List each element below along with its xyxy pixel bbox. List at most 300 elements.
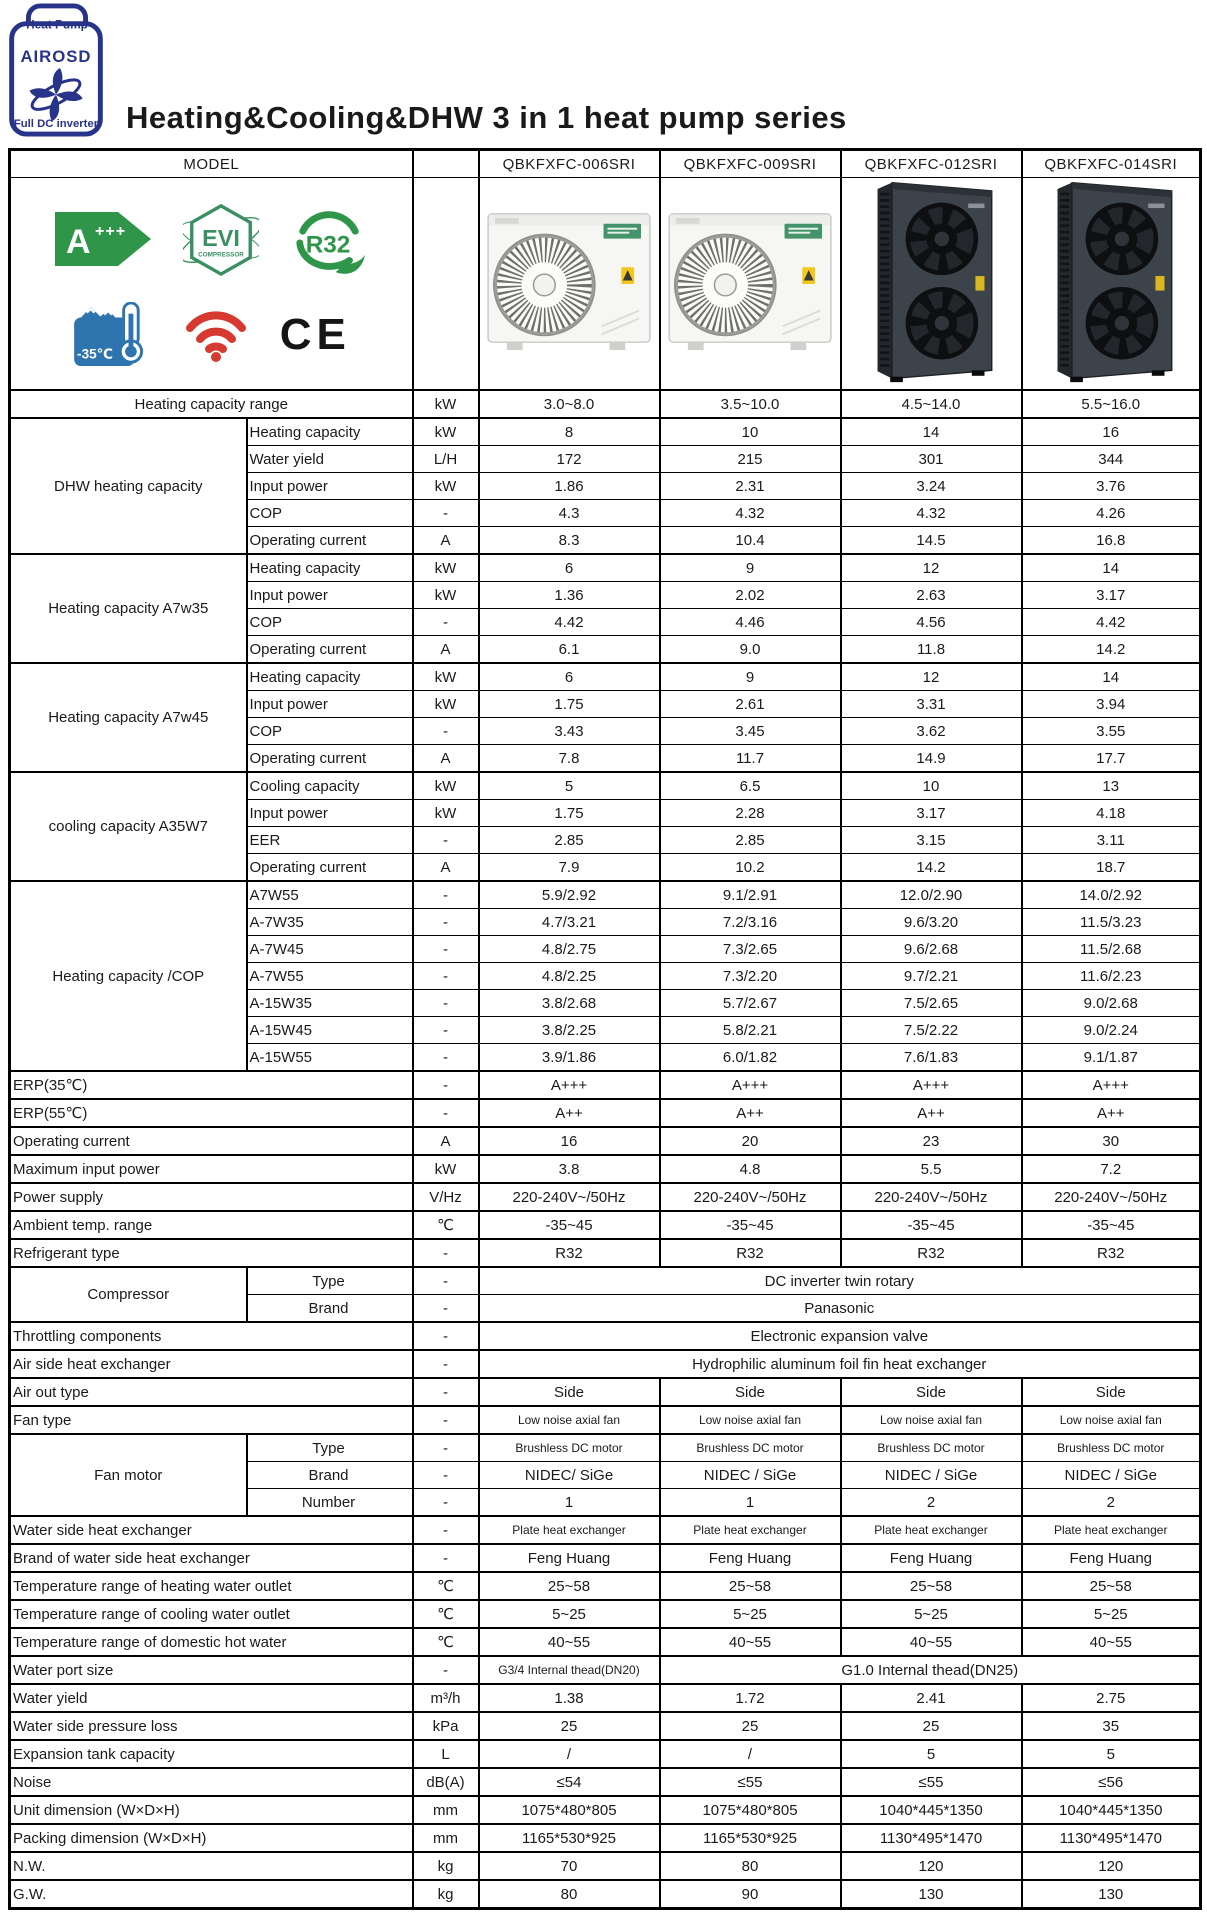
value-cell: R32 — [841, 1239, 1022, 1267]
value-cell: Side — [841, 1378, 1022, 1406]
value-cell: A+++ — [841, 1071, 1022, 1099]
unit-cell: - — [413, 718, 479, 745]
row-label: Fan type — [10, 1406, 413, 1434]
spec-row — [10, 1434, 1201, 1462]
value-cell: Feng Huang — [479, 1544, 660, 1572]
value-cell: 1.86 — [479, 473, 660, 500]
value-cell: 3.8 — [479, 1155, 660, 1183]
unit-cell: kPa — [413, 1712, 479, 1740]
value-cell: 9.0 — [660, 636, 841, 664]
value-cell: R32 — [479, 1239, 660, 1267]
spec-row — [10, 1824, 1201, 1852]
row-label: ERP(55℃) — [10, 1099, 413, 1127]
section-label: Heating capacity /COP — [10, 881, 247, 1071]
value-cell: 14.5 — [841, 527, 1022, 555]
value-cell: 220-240V~/50Hz — [841, 1183, 1022, 1211]
row-label: A7W55 — [247, 881, 413, 909]
row-label: Temperature range of domestic hot water — [10, 1628, 413, 1656]
unit-cell: A — [413, 636, 479, 664]
value-cell: 4.8 — [660, 1155, 841, 1183]
unit-cell: mm — [413, 1824, 479, 1852]
low-temp-minus-35c-icon — [72, 302, 152, 368]
value-cell: 9.7/2.21 — [841, 963, 1022, 990]
value-cell: 4.5~14.0 — [841, 390, 1022, 418]
value-cell: 80 — [660, 1852, 841, 1880]
value-cell: 3.43 — [479, 718, 660, 745]
value-cell: 9.6/2.68 — [841, 936, 1022, 963]
row-label: Input power — [247, 582, 413, 609]
value-cell: 35 — [1022, 1712, 1201, 1740]
value-cell: 5.5 — [841, 1155, 1022, 1183]
value-cell: 4.7/3.21 — [479, 909, 660, 936]
value-cell: ≤55 — [841, 1768, 1022, 1796]
value-cell: 2 — [841, 1489, 1022, 1517]
value-cell: 9 — [660, 663, 841, 691]
row-label: Air out type — [10, 1378, 413, 1406]
value-cell: 1165*530*925 — [660, 1824, 841, 1852]
evi-sub-text: COMPRESSOR — [198, 251, 245, 259]
value-cell: 9.6/3.20 — [841, 909, 1022, 936]
value-cell: 5 — [1022, 1740, 1201, 1768]
value-cell: G3/4 Internal thead(DN20) — [479, 1656, 660, 1684]
value-cell: A+++ — [1022, 1071, 1201, 1099]
row-label: Water yield — [247, 446, 413, 473]
value-cell: 2.28 — [660, 800, 841, 827]
value-cell: 40~55 — [479, 1628, 660, 1656]
value-cell: 2.41 — [841, 1684, 1022, 1712]
value-cell: 5.5~16.0 — [1022, 390, 1201, 418]
value-cell: 80 — [479, 1880, 660, 1909]
value-cell: 25 — [660, 1712, 841, 1740]
value-cell: NIDEC / SiGe — [1022, 1462, 1201, 1489]
spec-row — [10, 1267, 1201, 1295]
value-cell: 11.5/2.68 — [1022, 936, 1201, 963]
value-cell: A+++ — [479, 1071, 660, 1099]
value-cell: 3.17 — [1022, 582, 1201, 609]
unit-cell: - — [413, 1071, 479, 1099]
value-cell: 5~25 — [660, 1600, 841, 1628]
value-cell: 1.75 — [479, 691, 660, 718]
value-cell: 11.6/2.23 — [1022, 963, 1201, 990]
brand-logo — [8, 3, 104, 142]
spec-row — [10, 881, 1201, 909]
value-cell: 40~55 — [841, 1628, 1022, 1656]
value-cell: 2.61 — [660, 691, 841, 718]
unit-cell: - — [413, 1378, 479, 1406]
unit-cell: L/H — [413, 446, 479, 473]
value-cell: 14.2 — [841, 854, 1022, 882]
value-cell: 3.76 — [1022, 473, 1201, 500]
value-cell: 130 — [1022, 1880, 1201, 1909]
spec-row — [10, 1656, 1201, 1684]
unit-cell: - — [413, 1044, 479, 1072]
value-cell: / — [479, 1740, 660, 1768]
unit-cell: kW — [413, 772, 479, 800]
value-cell: 2.75 — [1022, 1684, 1201, 1712]
row-label: COP — [247, 609, 413, 636]
value-cell: Side — [660, 1378, 841, 1406]
unit-cell: - — [413, 1322, 479, 1350]
row-label: Unit dimension (W×D×H) — [10, 1796, 413, 1824]
badge-row — [55, 200, 367, 278]
value-cell: 8 — [479, 418, 660, 446]
value-cell: 25~58 — [1022, 1572, 1201, 1600]
row-label: Cooling capacity — [247, 772, 413, 800]
unit-cell: - — [413, 1295, 479, 1323]
unit-cell: kW — [413, 473, 479, 500]
value-cell: 30 — [1022, 1127, 1201, 1155]
row-label: Refrigerant type — [10, 1239, 413, 1267]
value-cell: Plate heat exchanger — [660, 1516, 841, 1544]
value-cell: 4.26 — [1022, 500, 1201, 527]
value-cell: 1 — [660, 1489, 841, 1517]
unit-cell: ℃ — [413, 1211, 479, 1239]
value-cell: NIDEC / SiGe — [660, 1462, 841, 1489]
unit-cell: - — [413, 1350, 479, 1378]
unit-cell: - — [413, 1239, 479, 1267]
spec-row — [10, 1572, 1201, 1600]
value-cell: 5~25 — [479, 1600, 660, 1628]
value-cell: 220-240V~/50Hz — [660, 1183, 841, 1211]
value-cell: 17.7 — [1022, 745, 1201, 773]
value-cell: 1.36 — [479, 582, 660, 609]
row-label: Temperature range of cooling water outlet — [10, 1600, 413, 1628]
row-label: Packing dimension (W×D×H) — [10, 1824, 413, 1852]
value-cell: 4.18 — [1022, 800, 1201, 827]
row-label: A-15W45 — [247, 1017, 413, 1044]
value-cell: Panasonic — [479, 1295, 1201, 1323]
value-cell: 5~25 — [841, 1600, 1022, 1628]
value-cell: -35~45 — [1022, 1211, 1201, 1239]
value-cell: 6.1 — [479, 636, 660, 664]
value-cell: Low noise axial fan — [479, 1406, 660, 1434]
value-cell: 7.2/3.16 — [660, 909, 841, 936]
value-cell: 215 — [660, 446, 841, 473]
value-cell: 120 — [841, 1852, 1022, 1880]
row-label: Type — [247, 1434, 413, 1462]
value-cell: 4.32 — [660, 500, 841, 527]
value-cell: / — [660, 1740, 841, 1768]
value-cell: 7.3/2.65 — [660, 936, 841, 963]
unit-cell: - — [413, 1406, 479, 1434]
row-label: Noise — [10, 1768, 413, 1796]
model-header-label: MODEL — [10, 150, 413, 178]
row-label: Heating capacity range — [10, 390, 413, 418]
value-cell: 12 — [841, 554, 1022, 582]
value-cell: 14 — [1022, 663, 1201, 691]
value-cell: Brushless DC motor — [841, 1434, 1022, 1462]
unit-column-spacer — [413, 178, 479, 391]
unit-cell: kg — [413, 1852, 479, 1880]
low-temp-text: -35℃ — [76, 345, 113, 361]
spec-row — [10, 418, 1201, 446]
value-cell: 6.5 — [660, 772, 841, 800]
energy-letter: A — [66, 222, 91, 261]
spec-row — [10, 1600, 1201, 1628]
unit-cell: kW — [413, 582, 479, 609]
value-cell: Hydrophilic aluminum foil fin heat exchanger — [479, 1350, 1201, 1378]
unit-cell: A — [413, 1127, 479, 1155]
value-cell: 4.46 — [660, 609, 841, 636]
row-label: COP — [247, 718, 413, 745]
unit-cell: ℃ — [413, 1572, 479, 1600]
value-cell: 130 — [841, 1880, 1022, 1909]
spec-row — [10, 1406, 1201, 1434]
value-cell: 25 — [479, 1712, 660, 1740]
value-cell: 40~55 — [1022, 1628, 1201, 1656]
value-cell: 5.9/2.92 — [479, 881, 660, 909]
value-cell: A++ — [479, 1099, 660, 1127]
value-cell: 4.56 — [841, 609, 1022, 636]
row-label: N.W. — [10, 1852, 413, 1880]
heat-pump-photo-vertical — [1043, 178, 1179, 385]
row-label: Operating current — [247, 745, 413, 773]
section-label: DHW heating capacity — [10, 418, 247, 554]
value-cell: 3.9/1.86 — [479, 1044, 660, 1072]
value-cell: NIDEC / SiGe — [841, 1462, 1022, 1489]
unit-cell: mm — [413, 1796, 479, 1824]
row-label: Heating capacity — [247, 663, 413, 691]
value-cell: 9.0/2.68 — [1022, 990, 1201, 1017]
spec-row — [10, 1796, 1201, 1824]
value-cell: 3.31 — [841, 691, 1022, 718]
value-cell: 3.0~8.0 — [479, 390, 660, 418]
value-cell: 14 — [841, 418, 1022, 446]
section-label: Heating capacity A7w45 — [10, 663, 247, 772]
value-cell: 3.8/2.25 — [479, 1017, 660, 1044]
evi-compressor-icon — [183, 200, 259, 278]
row-label: Throttling components — [10, 1322, 413, 1350]
unit-cell: - — [413, 1017, 479, 1044]
spec-row — [10, 390, 1201, 418]
unit-cell: - — [413, 990, 479, 1017]
badge-row — [72, 302, 351, 368]
product-photo-cell — [660, 178, 841, 391]
row-label: Brand of water side heat exchanger — [10, 1544, 413, 1572]
logo-brand-text: AIROSD — [20, 47, 92, 67]
value-cell: ≤55 — [660, 1768, 841, 1796]
spec-row — [10, 1099, 1201, 1127]
value-cell: 9.0/2.24 — [1022, 1017, 1201, 1044]
unit-cell: kW — [413, 1155, 479, 1183]
value-cell: Low noise axial fan — [841, 1406, 1022, 1434]
value-cell: 344 — [1022, 446, 1201, 473]
row-label: Operating current — [247, 527, 413, 555]
value-cell: 172 — [479, 446, 660, 473]
value-cell: 301 — [841, 446, 1022, 473]
value-cell: -35~45 — [479, 1211, 660, 1239]
unit-cell: A — [413, 745, 479, 773]
value-cell: Side — [479, 1378, 660, 1406]
unit-cell: L — [413, 1740, 479, 1768]
row-label: Operating current — [10, 1127, 413, 1155]
value-cell: 14.9 — [841, 745, 1022, 773]
product-images-row — [10, 178, 1201, 391]
row-label: Heating capacity — [247, 418, 413, 446]
unit-cell: kW — [413, 691, 479, 718]
unit-cell: kW — [413, 800, 479, 827]
value-cell: Brushless DC motor — [479, 1434, 660, 1462]
value-cell: ≤56 — [1022, 1768, 1201, 1796]
value-cell: 3.15 — [841, 827, 1022, 854]
row-label: Water port size — [10, 1656, 413, 1684]
model-name: QBKFXFC-012SRI — [841, 150, 1022, 178]
value-cell: 2.85 — [479, 827, 660, 854]
value-cell: 14.2 — [1022, 636, 1201, 664]
value-cell: 220-240V~/50Hz — [479, 1183, 660, 1211]
section-label: Fan motor — [10, 1434, 247, 1516]
logo-tagline-text: Full DC inverter — [13, 118, 99, 131]
value-cell: 3.11 — [1022, 827, 1201, 854]
value-cell: 40~55 — [660, 1628, 841, 1656]
value-cell: 7.8 — [479, 745, 660, 773]
energy-plus: +++ — [95, 222, 127, 240]
row-label: Brand — [247, 1295, 413, 1323]
row-label: EER — [247, 827, 413, 854]
value-cell: 1130*495*1470 — [1022, 1824, 1201, 1852]
row-label: A-7W35 — [247, 909, 413, 936]
badge-grid — [13, 178, 410, 389]
unit-cell: A — [413, 854, 479, 882]
row-label: Number — [247, 1489, 413, 1517]
value-cell: 7.6/1.83 — [841, 1044, 1022, 1072]
wifi-icon — [184, 308, 248, 362]
unit-cell: - — [413, 1516, 479, 1544]
value-cell: 11.7 — [660, 745, 841, 773]
unit-cell: ℃ — [413, 1628, 479, 1656]
value-cell: 4.8/2.25 — [479, 963, 660, 990]
value-cell: 20 — [660, 1127, 841, 1155]
unit-cell: kW — [413, 390, 479, 418]
unit-cell: - — [413, 881, 479, 909]
ce-mark-icon: CE — [279, 309, 351, 359]
row-label: A-15W55 — [247, 1044, 413, 1072]
value-cell: 13 — [1022, 772, 1201, 800]
product-photo-cell — [1022, 178, 1201, 391]
value-cell: Plate heat exchanger — [1022, 1516, 1201, 1544]
unit-cell: - — [413, 500, 479, 527]
value-cell: 16 — [479, 1127, 660, 1155]
model-name: QBKFXFC-006SRI — [479, 150, 660, 178]
value-cell: Plate heat exchanger — [841, 1516, 1022, 1544]
r32-text: R32 — [305, 231, 351, 259]
value-cell: 3.24 — [841, 473, 1022, 500]
page-title: Heating&Cooling&DHW 3 in 1 heat pump series — [126, 100, 847, 135]
value-cell: 12 — [841, 663, 1022, 691]
spec-row — [10, 663, 1201, 691]
heat-pump-photo-horizontal — [485, 208, 653, 356]
unit-cell: kW — [413, 418, 479, 446]
value-cell: 5.7/2.67 — [660, 990, 841, 1017]
value-cell: A++ — [1022, 1099, 1201, 1127]
row-label: COP — [247, 500, 413, 527]
value-cell: Side — [1022, 1378, 1201, 1406]
value-cell: -35~45 — [660, 1211, 841, 1239]
value-cell: 25~58 — [479, 1572, 660, 1600]
value-cell: 5 — [479, 772, 660, 800]
value-cell: 9 — [660, 554, 841, 582]
certification-badges-cell — [10, 178, 413, 391]
row-label: Input power — [247, 800, 413, 827]
value-cell: 9.1/2.91 — [660, 881, 841, 909]
row-label: Type — [247, 1267, 413, 1295]
row-label: ERP(35℃) — [10, 1071, 413, 1099]
spec-row — [10, 1239, 1201, 1267]
value-cell: 5~25 — [1022, 1600, 1201, 1628]
spec-row — [10, 1071, 1201, 1099]
section-label: cooling capacity A35W7 — [10, 772, 247, 881]
value-cell: 3.8/2.68 — [479, 990, 660, 1017]
row-label: Input power — [247, 473, 413, 500]
unit-cell: m³/h — [413, 1684, 479, 1712]
value-cell: 6 — [479, 663, 660, 691]
value-cell: A++ — [660, 1099, 841, 1127]
value-cell: 14 — [1022, 554, 1201, 582]
row-label: Temperature range of heating water outlet — [10, 1572, 413, 1600]
spec-row — [10, 1544, 1201, 1572]
spec-row — [10, 1322, 1201, 1350]
value-cell: Plate heat exchanger — [479, 1516, 660, 1544]
row-label: Brand — [247, 1462, 413, 1489]
spec-row — [10, 1880, 1201, 1909]
row-label: Water yield — [10, 1684, 413, 1712]
value-cell: 4.42 — [1022, 609, 1201, 636]
value-cell: 25~58 — [841, 1572, 1022, 1600]
spec-row — [10, 1155, 1201, 1183]
value-cell: 7.9 — [479, 854, 660, 882]
value-cell: 70 — [479, 1852, 660, 1880]
section-label: Heating capacity A7w35 — [10, 554, 247, 663]
value-cell: 1040*445*1350 — [841, 1796, 1022, 1824]
unit-cell: - — [413, 1099, 479, 1127]
value-cell: -35~45 — [841, 1211, 1022, 1239]
row-label: Heating capacity — [247, 554, 413, 582]
page-header — [0, 0, 1207, 146]
unit-cell: A — [413, 527, 479, 555]
value-cell: 7.5/2.65 — [841, 990, 1022, 1017]
value-cell: 11.8 — [841, 636, 1022, 664]
value-cell: 4.32 — [841, 500, 1022, 527]
row-label: Air side heat exchanger — [10, 1350, 413, 1378]
row-label: A-7W45 — [247, 936, 413, 963]
heat-pump-photo-horizontal — [666, 208, 834, 356]
spec-row — [10, 1684, 1201, 1712]
value-cell: 3.45 — [660, 718, 841, 745]
value-cell: 2.63 — [841, 582, 1022, 609]
unit-cell: kW — [413, 663, 479, 691]
value-cell: 7.3/2.20 — [660, 963, 841, 990]
row-label: G.W. — [10, 1880, 413, 1909]
spec-row — [10, 1350, 1201, 1378]
row-label: Input power — [247, 691, 413, 718]
model-name: QBKFXFC-009SRI — [660, 150, 841, 178]
row-label: Expansion tank capacity — [10, 1740, 413, 1768]
value-cell: 12.0/2.90 — [841, 881, 1022, 909]
logo-tab-text: Heat Pump — [26, 17, 88, 32]
value-cell: 23 — [841, 1127, 1022, 1155]
unit-cell: kg — [413, 1880, 479, 1909]
unit-cell: - — [413, 1462, 479, 1489]
evi-text: EVI — [202, 224, 241, 251]
row-label: Ambient temp. range — [10, 1211, 413, 1239]
unit-cell: kW — [413, 554, 479, 582]
value-cell: Electronic expansion valve — [479, 1322, 1201, 1350]
value-cell: 90 — [660, 1880, 841, 1909]
value-cell: 4.8/2.75 — [479, 936, 660, 963]
value-cell: 2 — [1022, 1489, 1201, 1517]
row-label: A-15W35 — [247, 990, 413, 1017]
value-cell: 10 — [660, 418, 841, 446]
